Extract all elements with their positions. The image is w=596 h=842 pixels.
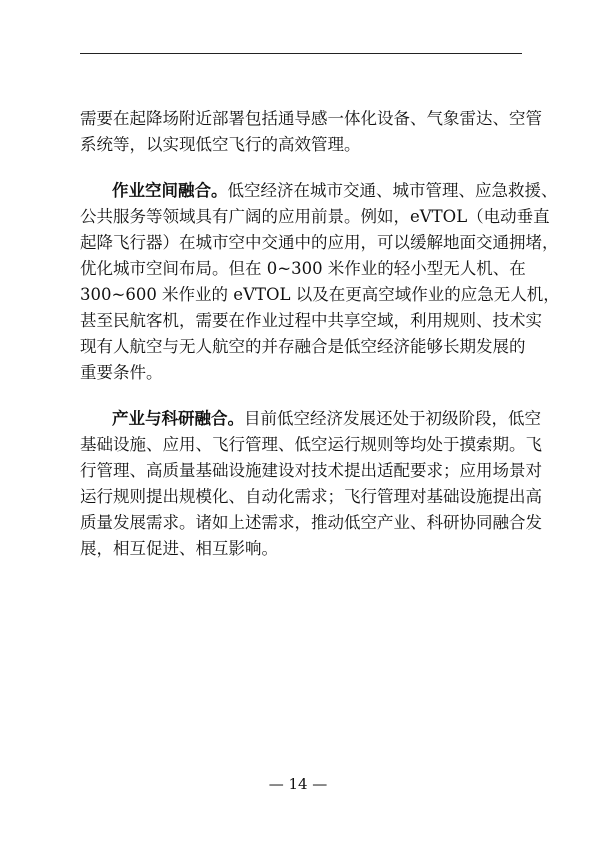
paragraph-heading: 产业与科研融合。 (112, 409, 244, 428)
text-line: 起降飞行器）在城市空中交通中的应用，可以缓解地面交通拥堵， (80, 233, 559, 252)
paragraph-heading: 作业空间融合。 (112, 181, 228, 200)
text-line: 优化城市空间布局。但在 0~300 米作业的轻小型无人机、在 (80, 259, 526, 278)
body-text (80, 106, 560, 562)
text-run: 低空经济在城市交通、城市管理、应急救援、 (227, 181, 558, 200)
paragraph-3 (80, 406, 542, 562)
text-run: 目前低空经济发展还处于初级阶段，低空 (244, 409, 541, 428)
text-line: 系统等，以实现低空飞行的高效管理。 (80, 135, 361, 154)
text-line: 行管理、高质量基础设施建设对技术提出适配要求；应用场景对 (80, 461, 542, 480)
paragraph-spacer (80, 158, 522, 178)
text-line: 300~600 米作业的 eVTOL 以及在更高空域作业的应急无人机， (80, 285, 560, 304)
text-line (80, 406, 541, 432)
text-line: 公共服务等领域具有广阔的应用前景。例如，eVTOL（电动垂直 (80, 207, 550, 226)
text-line: 运行规则提出规模化、自动化需求；飞行管理对基础设施提出高 (80, 487, 542, 506)
text-line: 现有人航空与无人航空的并存融合是低空经济能够长期发展的 (80, 337, 526, 356)
paragraph-2 (80, 178, 560, 386)
text-line: 甚至民航客机，需要在作业过程中共享空域，利用规则、技术实 (80, 311, 542, 330)
paragraph-1 (80, 106, 542, 158)
header-rule (80, 53, 522, 54)
text-line (80, 178, 558, 204)
text-line: 展，相互促进、相互影响。 (80, 539, 278, 558)
text-line: 重要条件。 (80, 363, 163, 382)
text-line: 需要在起降场附近部署包括通导感一体化设备、气象雷达、空管 (80, 109, 542, 128)
page-number: — 14 — (268, 775, 328, 793)
text-line: 质量发展需求。诸如上述需求，推动低空产业、科研协同融合发 (80, 513, 542, 532)
text-line: 基础设施、应用、飞行管理、低空运行规则等均处于摸索期。飞 (80, 435, 542, 454)
paragraph-spacer (80, 386, 522, 406)
